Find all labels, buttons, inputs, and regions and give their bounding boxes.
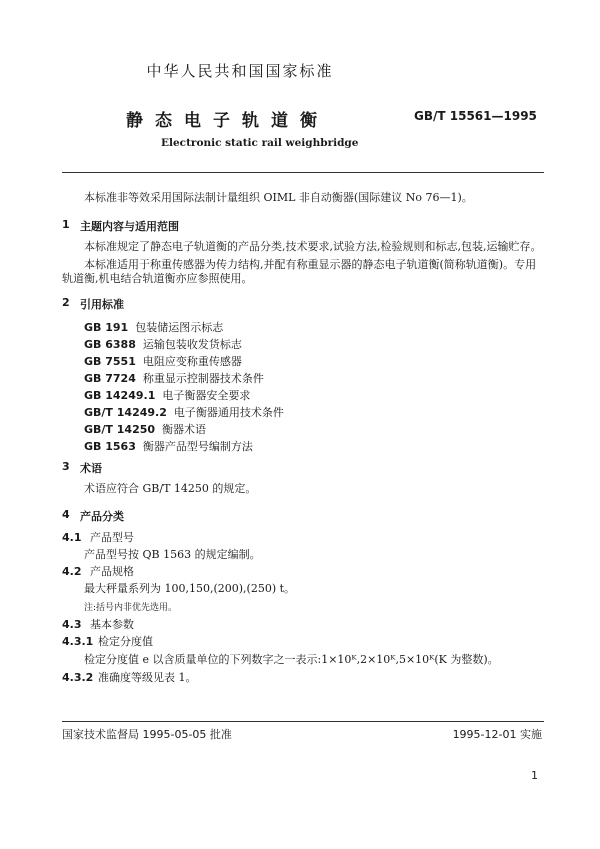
section-2-number: 2 xyxy=(62,296,70,309)
section-4-2-text: 最大秤量系列为 100,150,(200),(250) t。 xyxy=(84,582,296,595)
reference-item: GB 7551 电阻应变称重传感器 xyxy=(84,355,242,368)
standard-code: GB/T 15561—1995 xyxy=(414,109,537,123)
section-1-paragraph-2: 本标准适用于称重传感器为传力结构,并配有称重显示器的静态电子轨道衡(简称轨道衡)。专用轨道衡,机电结合轨道衡亦应参照使用。 xyxy=(62,258,537,285)
section-4-1-text: 产品型号按 QB 1563 的规定编制。 xyxy=(84,548,261,561)
reference-item: GB 1563 衡器产品型号编制方法 xyxy=(84,440,253,453)
section-4-number: 4 xyxy=(62,508,70,521)
footer-divider xyxy=(62,721,544,722)
reference-item: GB/T 14250 衡器术语 xyxy=(84,423,207,436)
section-4-3-title: 基本参数 xyxy=(90,618,134,631)
reference-item: GB 6388 运输包装收发货标志 xyxy=(84,338,242,351)
reference-item: GB 14249.1 电子衡器安全要求 xyxy=(84,389,251,402)
section-1-paragraph-1: 本标准规定了静态电子轨道衡的产品分类,技术要求,试验方法,检验规则和标志,包装,运输贮存。 xyxy=(84,240,542,253)
effective-date: 1995-12-01 实施 xyxy=(452,728,542,741)
section-4-2-note: 注:括号内非优先选用。 xyxy=(84,603,178,613)
section-4-3-2-number: 4.3.2 xyxy=(62,671,94,684)
document-title: 静态电子轨道衡 xyxy=(126,111,329,131)
standard-title: 中华人民共和国国家标准 xyxy=(146,62,334,80)
approval-info: 国家技术监督局 1995-05-05 批准 xyxy=(62,728,232,741)
reference-item: GB/T 14249.2 电子衡器通用技术条件 xyxy=(84,406,284,419)
section-1-title: 主题内容与适用范围 xyxy=(80,220,179,233)
section-4-1-number: 4.1 xyxy=(62,531,82,544)
section-4-3-1-number: 4.3.1 xyxy=(62,635,94,648)
header-divider xyxy=(62,172,544,173)
section-4-title: 产品分类 xyxy=(80,510,124,523)
intro-paragraph: 本标准非等效采用国际法制计量组织 OIML 非自动衡器(国际建议 No 76—1)。 xyxy=(84,191,473,204)
page-number: 1 xyxy=(531,769,538,782)
section-4-1-title: 产品型号 xyxy=(90,531,134,544)
section-4-3-1-title: 检定分度值 xyxy=(98,635,153,648)
section-3-paragraph: 术语应符合 GB/T 14250 的规定。 xyxy=(84,482,257,495)
section-4-2-number: 4.2 xyxy=(62,565,82,578)
reference-item: GB 191 包装储运图示标志 xyxy=(84,321,224,334)
section-3-number: 3 xyxy=(62,460,70,473)
section-1-number: 1 xyxy=(62,218,70,231)
section-4-3-1-text: 检定分度值 e 以含质量单位的下列数字之一表示:1×10ᴷ,2×10ᴷ,5×10ᴷ(K 为整数)。 xyxy=(84,653,499,666)
section-4-3-2-title: 准确度等级见表 1。 xyxy=(98,671,197,684)
english-title: Electronic static rail weighbridge xyxy=(161,137,359,149)
reference-item: GB 7724 称重显示控制器技术条件 xyxy=(84,372,264,385)
section-2-title: 引用标准 xyxy=(80,298,124,311)
section-3-title: 术语 xyxy=(80,462,102,475)
section-4-2-title: 产品规格 xyxy=(90,565,134,578)
section-4-3-number: 4.3 xyxy=(62,618,82,631)
